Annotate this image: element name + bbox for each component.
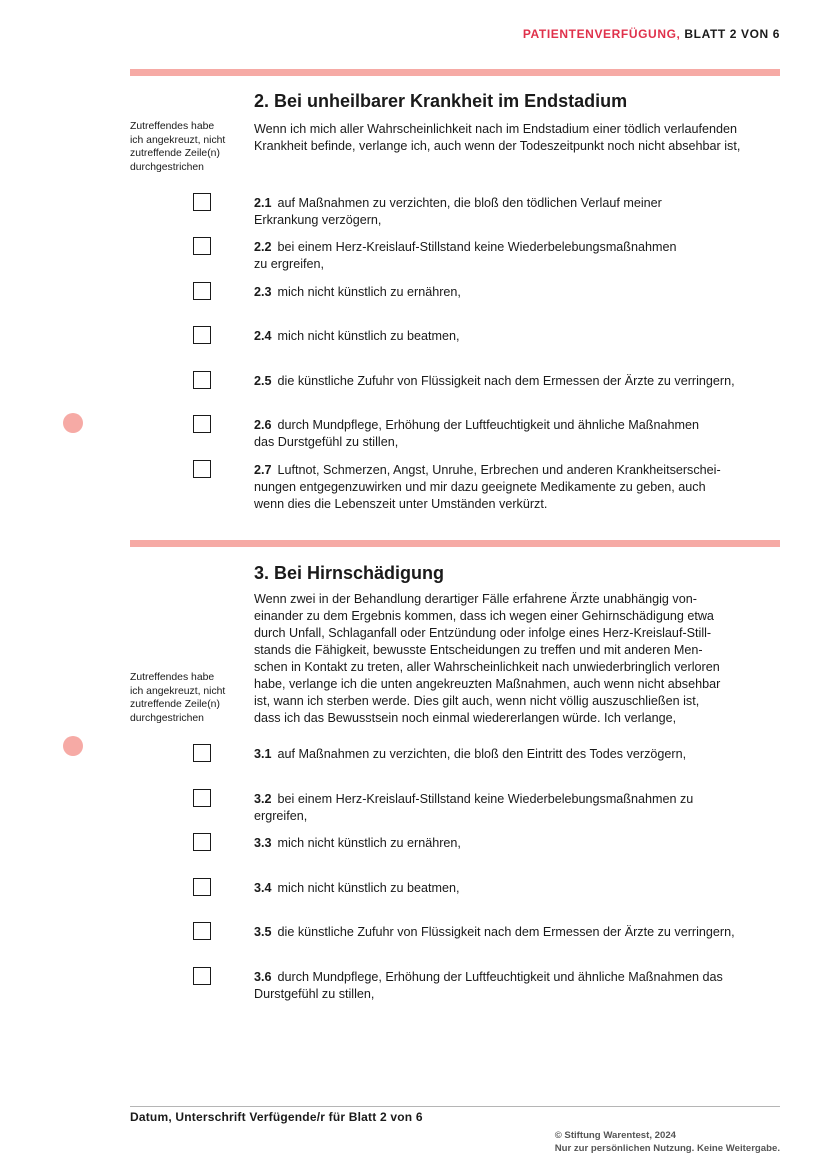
side-note	[130, 120, 248, 175]
checkbox-3-1[interactable]	[193, 744, 211, 762]
option-2-5	[254, 373, 735, 390]
section-3-intro	[254, 591, 720, 727]
option-3-1	[254, 746, 686, 763]
checkbox-3-2[interactable]	[193, 789, 211, 807]
option-3-4	[254, 880, 460, 897]
option-text: nungen entgegenzuwirken und mir dazu geeignete Medikamente zu geben, auch	[254, 480, 706, 494]
intro-line: einander zu dem Ergebnis kommen, dass ich wegen einer Gehirnschädigung etwa	[254, 609, 714, 623]
checkbox-3-3[interactable]	[193, 833, 211, 851]
option-text: auf Maßnahmen zu verzichten, die bloß den tödlichen Verlauf meiner	[277, 196, 662, 210]
option-2-1	[254, 195, 662, 229]
option-number: 3.5	[254, 925, 272, 939]
option-text: bei einem Herz-Kreislauf-Stillstand keine Wiederbelebungsmaßnahmen zu	[277, 792, 694, 806]
side-note-line: Zutreffendes habe	[130, 121, 215, 132]
option-number: 3.4	[254, 881, 272, 895]
punch-hole-marker	[63, 736, 83, 756]
checkbox-2-4[interactable]	[193, 326, 211, 344]
side-note-line: zutreffende Zeile(n)	[130, 699, 220, 711]
option-number: 2.2	[254, 240, 272, 254]
option-text: die künstliche Zufuhr von Flüssigkeit nach dem Ermessen der Ärzte zu verringern,	[277, 374, 735, 388]
option-number: 2.3	[254, 285, 272, 299]
intro-line: durch Unfall, Schlaganfall oder Entzündung oder infolge eines Herz-Kreislauf-Still-	[254, 626, 712, 640]
side-note-line: Zutreffendes habe	[130, 672, 215, 683]
option-text: auf Maßnahmen zu verzichten, die bloß den Eintritt des Todes verzögern,	[277, 747, 687, 761]
option-3-2	[254, 791, 693, 825]
option-3-3	[254, 835, 461, 852]
option-text: zu ergreifen,	[254, 257, 325, 271]
section-2-heading: 2. Bei unheilbarer Krankheit im Endstadium	[254, 91, 628, 111]
option-number: 3.3	[254, 836, 272, 850]
section-3-heading: 3. Bei Hirnschädigung	[254, 563, 445, 583]
footer-divider	[130, 1106, 780, 1107]
side-note-line: ich angekreuzt, nicht	[130, 685, 226, 697]
option-number: 3.2	[254, 792, 272, 806]
option-text: das Durstgefühl zu stillen,	[254, 435, 399, 449]
intro-line: Wenn zwei in der Behandlung derartiger Fälle erfahrene Ärzte unabhängig von-	[254, 592, 697, 606]
copyright-notice	[555, 1129, 780, 1155]
checkbox-3-5[interactable]	[193, 922, 211, 940]
option-text: mich nicht künstlich zu ernähren,	[277, 285, 461, 299]
intro-line: habe, verlange ich die unten angekreuzten Maßnahmen, auch wenn nicht absehbar	[254, 677, 721, 691]
page-header	[523, 27, 780, 41]
intro-line: schen in Kontakt zu treten, aller Wahrscheinlichkeit nach unwiederbringlich verloren	[254, 660, 720, 674]
option-number: 2.1	[254, 196, 272, 210]
copyright-line: © Stiftung Warentest, 2024	[554, 1130, 677, 1141]
intro-line: dass ich das Bewusstsein noch einmal wiedererlangen würde. Ich verlange,	[254, 711, 677, 725]
side-note	[130, 671, 248, 726]
option-2-4	[254, 328, 460, 345]
side-note-line: zutreffende Zeile(n)	[130, 148, 220, 160]
copyright-line: Nur zur persönlichen Nutzung. Keine Weitergabe.	[554, 1143, 780, 1154]
option-number: 2.6	[254, 418, 272, 432]
checkbox-2-2[interactable]	[193, 237, 211, 255]
checkbox-2-6[interactable]	[193, 415, 211, 433]
option-2-3	[254, 284, 461, 301]
option-text: durch Mundpflege, Erhöhung der Luftfeuchtigkeit und ähnliche Maßnahmen	[277, 418, 699, 432]
section-2-intro	[254, 121, 740, 155]
header-sheet-number: BLATT 2 VON 6	[684, 27, 780, 41]
section-divider-bar	[130, 69, 780, 76]
intro-line: Wenn ich mich aller Wahrscheinlichkeit nach im Endstadium einer tödlich verlaufenden	[254, 122, 737, 136]
checkbox-2-5[interactable]	[193, 371, 211, 389]
option-text: ergreifen,	[254, 809, 308, 823]
header-title-accent: PATIENTENVERFÜGUNG,	[522, 27, 681, 41]
signature-label: Datum, Unterschrift Verfügende/r für Blatt 2 von 6	[130, 1110, 423, 1124]
option-text: Durstgefühl zu stillen,	[254, 987, 375, 1001]
intro-line: ist, wann ich sterben werde. Dies gilt auch, wenn nicht völlig auszuschließen ist,	[254, 694, 700, 708]
punch-hole-marker	[63, 413, 83, 433]
checkbox-2-7[interactable]	[193, 460, 211, 478]
intro-line: Krankheit befinde, verlange ich, auch wenn der Todeszeitpunkt noch nicht absehbar ist,	[254, 139, 741, 153]
option-text: mich nicht künstlich zu beatmen,	[277, 329, 460, 343]
option-number: 2.5	[254, 374, 272, 388]
side-note-line: durchgestrichen	[130, 162, 204, 174]
option-number: 2.4	[254, 329, 272, 343]
checkbox-3-6[interactable]	[193, 967, 211, 985]
option-3-6	[254, 969, 723, 1003]
option-number: 3.6	[254, 970, 272, 984]
option-2-2	[254, 239, 677, 273]
side-note-line: durchgestrichen	[130, 713, 204, 725]
option-3-5	[254, 924, 735, 941]
option-2-7	[254, 462, 721, 513]
option-2-6	[254, 417, 699, 451]
side-note-line: ich angekreuzt, nicht	[130, 134, 226, 146]
option-text: wenn dies die Lebenszeit unter Umständen verkürzt.	[254, 497, 548, 511]
option-text: bei einem Herz-Kreislauf-Stillstand keine Wiederbelebungsmaßnahmen	[277, 240, 677, 254]
checkbox-2-1[interactable]	[193, 193, 211, 211]
option-text: Erkrankung verzögern,	[254, 213, 382, 227]
checkbox-3-4[interactable]	[193, 878, 211, 896]
option-text: mich nicht künstlich zu beatmen,	[277, 881, 460, 895]
checkbox-2-3[interactable]	[193, 282, 211, 300]
section-divider-bar	[130, 540, 780, 547]
option-number: 3.1	[254, 747, 272, 761]
option-text: die künstliche Zufuhr von Flüssigkeit nach dem Ermessen der Ärzte zu verringern,	[277, 925, 735, 939]
option-number: 2.7	[254, 463, 272, 477]
option-text: durch Mundpflege, Erhöhung der Luftfeuchtigkeit und ähnliche Maßnahmen das	[277, 970, 723, 984]
option-text: mich nicht künstlich zu ernähren,	[277, 836, 461, 850]
option-text: Luftnot, Schmerzen, Angst, Unruhe, Erbrechen und anderen Krankheitserschei-	[277, 463, 721, 477]
intro-line: stands die Fähigkeit, bewusste Entscheidungen zu treffen und mit anderen Men-	[254, 643, 703, 657]
